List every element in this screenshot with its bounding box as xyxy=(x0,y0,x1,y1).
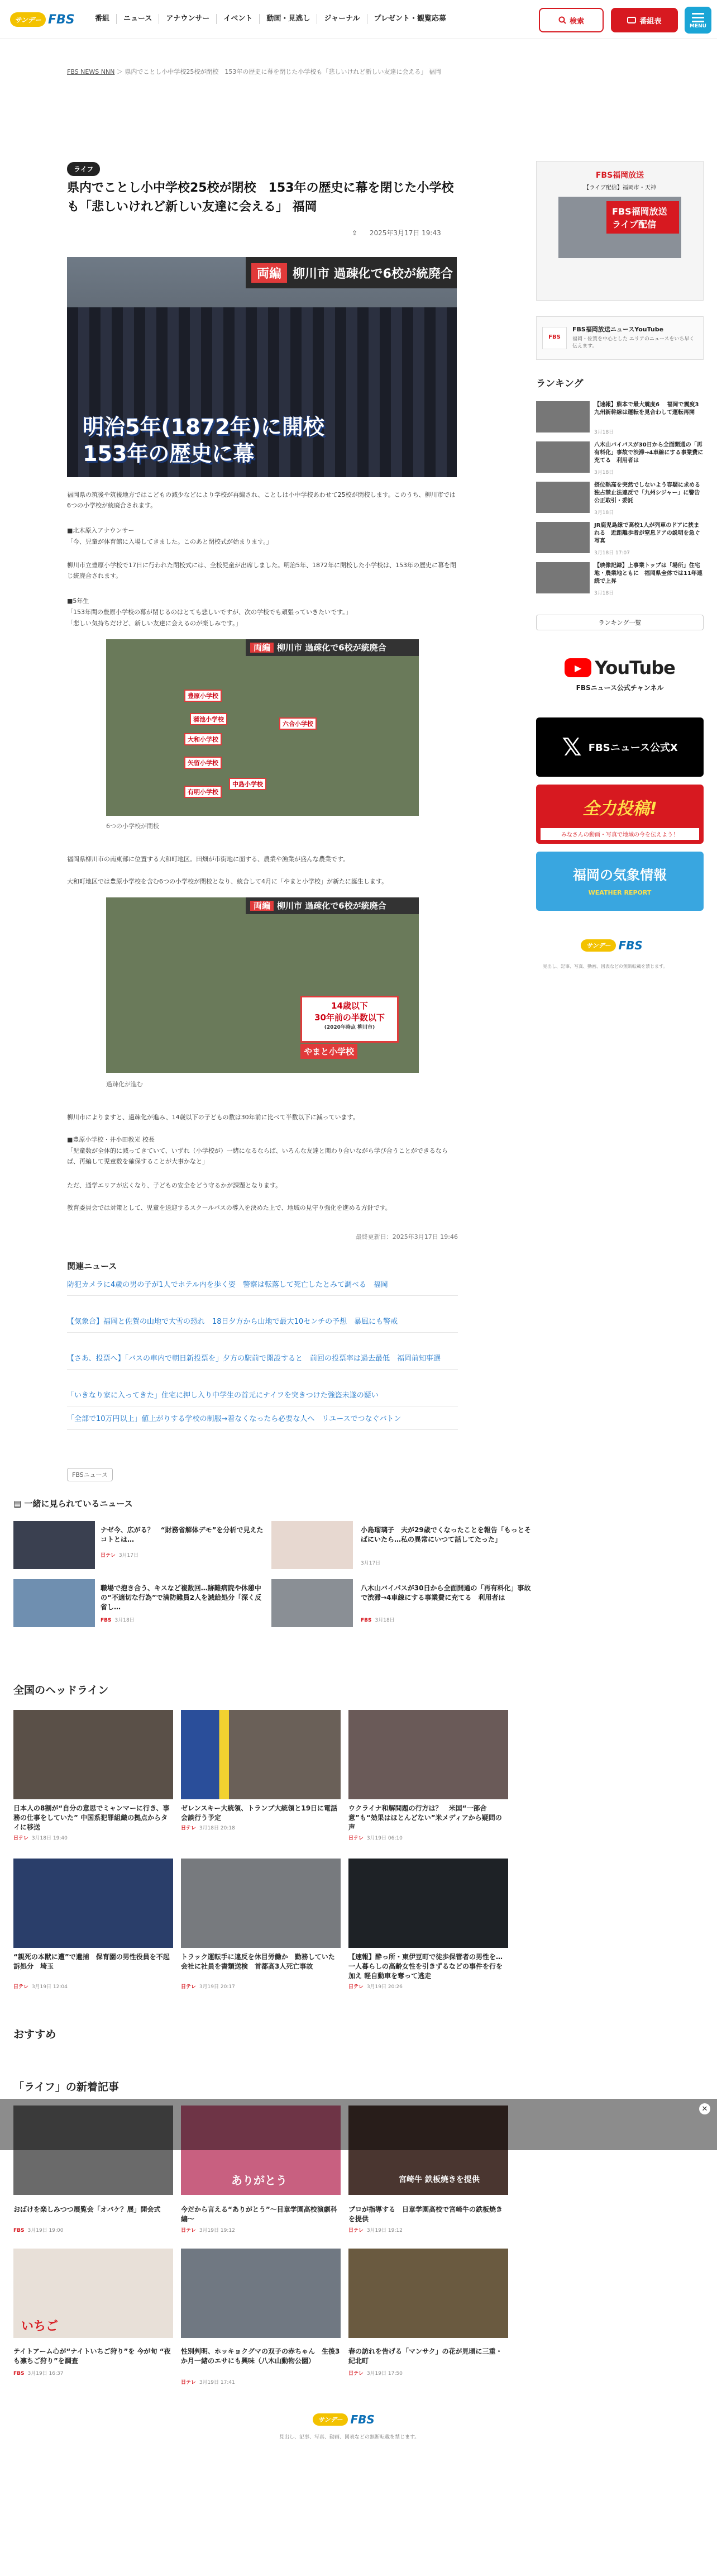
footer-logo-sun: サンデー xyxy=(313,2413,348,2426)
related-link[interactable]: 【気象合】福岡と佐賀の山地で大雪の恐れ 18日夕方から山地で最大10センチの予想 暴風にも警戒 xyxy=(67,1316,458,1333)
life-meta: 日テレ 3月19日 17:50 xyxy=(348,2371,403,2377)
news-thumb[interactable] xyxy=(271,1521,353,1569)
life-thumb[interactable] xyxy=(13,2249,173,2338)
weather-banner-title: 福岡の気象情報 xyxy=(573,867,667,883)
site-header xyxy=(0,0,717,39)
life-thumb[interactable] xyxy=(348,2249,508,2338)
global-nav xyxy=(88,14,453,24)
overlay-ad-band xyxy=(0,2099,717,2150)
ad-box: FBS福岡放送 ライブ配信 xyxy=(606,201,679,234)
map-pin: 豊原小学校 xyxy=(184,690,222,702)
tv-icon xyxy=(627,16,636,24)
ad-sub: 【ライブ配信】福岡市・天神 xyxy=(584,185,656,191)
headline-meta: 日テレ 3月19日 12:04 xyxy=(13,1984,68,1990)
related-link[interactable]: 【さあ、投票へ】「バスの車内で朝日新投票を」夕方の駅前で開設すると 前回の投票率は過去最低 福岡前知事選 xyxy=(67,1353,458,1370)
news-title[interactable]: 小島瑠璃子 夫が29歳でくなったことを報告「もっとそばにいたら…私の異常にいつて話してたった」 xyxy=(361,1526,531,1543)
search-button[interactable] xyxy=(539,8,604,32)
breadcrumb: FBS NEWS NNN ＞ 県内でことし小中学校25校が閉校 153年の歴史に幕を閉じた小学校も「悲しいけれど新しい友達に会える」 福岡 xyxy=(67,68,441,75)
headline-title[interactable]: トラック運転手に違反を休目労働か 勤務していた会社に社員を書類送検 首都高3人死亡事故 xyxy=(181,1953,335,1970)
ad-brand: FBS福岡放送 xyxy=(595,171,644,180)
related-link[interactable]: 「いきなり家に入ってきた」住宅に押し入り中学生の首元にナイフを突きつけた強盗未遂の疑い xyxy=(67,1390,458,1406)
headline-meta: 日テレ 3月19日 20:17 xyxy=(181,1984,235,1990)
life-strip: いちご xyxy=(21,2320,59,2333)
hero-caption-1: 明治5年(1872年)に開校 xyxy=(83,415,324,439)
map2-caption: 過疎化が進む xyxy=(106,1081,143,1088)
hero-caption xyxy=(83,414,324,467)
map-pin: 六合小学校 xyxy=(279,717,317,730)
paragraph: 「児童数が全体的に減ってきていて、いずれ（小学校が）一緒になるならば、いろんな友達と関わり合いながら学び合うことができるならば、再編して児童数を確保することが大事かなと」 xyxy=(67,1147,448,1165)
paragraph: ■豊原小学校・井小田教光 校長 xyxy=(67,1136,155,1143)
map2-box-line: 30年前の半数以下 xyxy=(314,1013,385,1023)
weather-banner-sub: WEATHER REPORT xyxy=(588,889,652,896)
post-banner[interactable] xyxy=(536,785,704,844)
nav-item[interactable]: 動画・見逃し xyxy=(259,14,317,24)
ranking-item[interactable]: JR鹿児島線で高校1人が列車のドアに挟まれる 近距離歩者が窒息ドアの説明を急ぐ写真 3月18日 17:07 xyxy=(536,522,704,561)
menu-label: MENU xyxy=(690,23,706,29)
also-read-heading: ▤ 一緒に見られているニュース xyxy=(13,1499,133,1509)
news-thumb[interactable] xyxy=(13,1521,95,1569)
headline-thumb[interactable] xyxy=(13,1859,173,1948)
ranking-item[interactable]: 【映像記録】上事業トップは「場所」住宅地・農業地ともに 福岡県全体では11年連続で上昇 3月18日 xyxy=(536,562,704,601)
search-icon xyxy=(558,16,566,24)
recommend-heading: おすすめ xyxy=(13,2028,56,2041)
program-guide-button[interactable] xyxy=(611,8,678,32)
map2-stripe: 両編 柳川市 過疎化で6校が統廃合 xyxy=(246,897,419,914)
headline-thumb[interactable] xyxy=(348,1859,508,1948)
news-meta: 日テレ 3月17日 xyxy=(101,1553,139,1558)
ad-image xyxy=(558,197,681,258)
nav-item[interactable]: アナウンサー xyxy=(159,14,216,24)
related-link[interactable]: 防犯カメラに4歳の男の子が1人でホテル内を歩く姿 警察は転落して死亡したとみて調べる 福岡 xyxy=(67,1280,458,1296)
weather-banner[interactable] xyxy=(536,852,704,911)
paragraph: 柳川市によりますと、過疎化が進み、14歳以下の子どもの数は30年前に比べて半数以下に減っています。 xyxy=(67,1114,359,1121)
life-title[interactable]: テイトアーム心が“ナイトいちご狩り”を 今が旬 “夜も凛ちご狩り”を調査 xyxy=(13,2347,171,2365)
life-meta: 日テレ 3月19日 17:41 xyxy=(181,2380,235,2385)
life-title[interactable]: 春の訪れを告げる「マンサク」の花が見頃に三重・紀北町 xyxy=(348,2347,503,2365)
footer-logo-fbs: FBS xyxy=(350,2413,375,2426)
paragraph: 「153年間の豊原小学校の幕が閉じるのはとても悲しいですが、次の学校でも頑張っていきたいです。」 xyxy=(67,609,352,616)
post-banner-title: 全力投稿! xyxy=(582,799,657,819)
paragraph: ただ、通学エリアが広くなり、子どもの安全をどう守るかが課題となります。 xyxy=(67,1182,282,1189)
hero-stripe xyxy=(246,257,457,288)
live-ad[interactable] xyxy=(536,161,704,301)
news-title[interactable]: ナゼ今、広がる？ “財務省解体デモ”を分析で見えたコトとは… xyxy=(101,1526,264,1543)
hero-tag: 両編 xyxy=(251,263,287,283)
life-strip: ありがとう xyxy=(231,2174,287,2187)
life-title[interactable]: プロが指導する 日章学園高校で宮崎牛の鉄板焼きを提供 xyxy=(348,2206,503,2223)
paragraph: 「悲しい気持ちだけど、新しい友達に会えるのが楽しみです。」 xyxy=(67,620,242,627)
list-icon: ▤ xyxy=(13,1499,25,1509)
headlines-heading: 全国のヘッドライン xyxy=(13,1684,109,1696)
map-pin: 矢留小学校 xyxy=(184,757,222,769)
footer-note: 見出し、記事、写真、動画、図表などの無断転載を禁じます。 xyxy=(279,2435,420,2440)
x-logo-icon: 𝕏 xyxy=(562,733,582,762)
news-meta: 3月17日 xyxy=(361,1561,381,1566)
news-meta: FBS 3月18日 xyxy=(101,1618,135,1623)
category-badge[interactable]: ライフ xyxy=(67,162,100,176)
site-logo[interactable] xyxy=(10,11,78,28)
play-icon: ▶ xyxy=(565,658,591,677)
map-image-2 xyxy=(106,897,419,1073)
nav-item[interactable]: ジャーナル xyxy=(317,14,366,24)
paragraph: 教育委員会では対策として、児童を送迎するスクールバスの導入を決めた上で、地域の見守り強化を進める方針です。 xyxy=(67,1204,391,1211)
map-pin: 大和小学校 xyxy=(184,733,222,745)
map-pin: 中島小学校 xyxy=(229,778,266,790)
youtube-banner-sub: FBSニュース公式チャンネル xyxy=(576,684,664,692)
life-title[interactable]: 性別判明、ホッキョクグマの双子の赤ちゃん 生後3か月一緒のエサにも興味（八木山動物公園） xyxy=(181,2347,340,2365)
life-meta: 日テレ 3月19日 19:12 xyxy=(348,2228,403,2233)
nav-item[interactable]: 番組 xyxy=(95,15,110,23)
youtube-card[interactable] xyxy=(536,316,704,360)
paragraph: 福岡県の筑後や筑後地方ではこどもの減少などにより学校が再編され、ことしは小中学校あわせて25校が閉校します。このうち、柳川市では6つの小学校が統廃合されます。 xyxy=(67,491,456,509)
headline-thumb[interactable] xyxy=(348,1710,508,1799)
logo-fbs: FBS xyxy=(48,12,75,27)
headline-meta: 日テレ 3月19日 20:26 xyxy=(348,1984,403,1990)
ranking-item[interactable]: 八木山バイパスが30日から全面開通の「再有料化」事故で渋滞→4車線にする事業費に充てる 利用者は 3月18日 xyxy=(536,441,704,481)
paragraph: ■5年生 xyxy=(67,597,89,605)
breadcrumb-current: 県内でことし小中学校25校が閉校 153年の歴史に幕を閉じた小学校も「悲しいけれど新しい友達に会える」 福岡 xyxy=(125,68,441,75)
menu-button[interactable] xyxy=(685,7,711,34)
headline-thumb[interactable] xyxy=(181,1859,341,1948)
program-guide-label: 番組表 xyxy=(639,17,662,26)
article-date: 2025年3月17日 19:43 xyxy=(369,229,441,237)
headline-title[interactable]: ウクライナ和解問題の行方は？ 米国“一部合意”も“効果はほとんどない”米メディアから疑問の声 xyxy=(348,1804,502,1831)
sidebar-logo-fbs: FBS xyxy=(618,939,643,952)
headline-meta: 日テレ 3月18日 20:18 xyxy=(181,1826,235,1831)
yt-card-title: FBS福岡放送ニュースYouTube xyxy=(572,326,664,333)
breadcrumb-home[interactable]: FBS NEWS NNN xyxy=(67,68,115,75)
paragraph: 福岡県柳川市の南東部に位置する大和町地区。田畑が市街地に面する、農業や漁業が盛んな農業です。 xyxy=(67,856,350,863)
headline-title[interactable]: 日本人の8割が“自分の意思でミャンマーに行き、事務の仕事をしていた” 中国系犯罪組織の拠点からタイに移送 xyxy=(13,1804,170,1831)
life-meta: FBS 3月19日 19:00 xyxy=(13,2228,64,2233)
tag-chip[interactable]: FBSニュース xyxy=(67,1468,113,1481)
post-banner-sub: みなさんの動画・写真で地域の今を伝えよう！ xyxy=(541,828,699,840)
nav-item[interactable]: イベント xyxy=(216,14,259,24)
map2-box-line: 14歳以下 xyxy=(331,1001,368,1011)
updated-date: 最終更新日：2025年3月17日 19:46 xyxy=(355,1233,458,1241)
headline-thumb[interactable] xyxy=(181,1710,341,1799)
headline-title[interactable]: ゼレンスキー大統領、トランプ大統領と19日に電話会談行う予定 xyxy=(181,1804,338,1822)
footer-logo[interactable] xyxy=(313,2413,375,2426)
life-meta: FBS 3月19日 16:37 xyxy=(13,2371,64,2377)
share-icon[interactable]: ⇪ xyxy=(352,229,358,237)
life-title[interactable]: 今だから言える“ありがとう”～目章学園高校演劇科編～ xyxy=(181,2206,337,2223)
news-meta: FBS 3月18日 xyxy=(361,1618,395,1623)
map-pin: 蒲池小学校 xyxy=(190,713,227,725)
x-banner[interactable] xyxy=(536,717,704,777)
paragraph: 大和町地区では豊原小学校を含む6つの小学校が閉校となり、統合して4月に「やまと小学校」が新たに誕生します。 xyxy=(67,878,388,885)
nav-item[interactable]: プレゼント・観覧応募 xyxy=(367,14,453,24)
map2-stat-box xyxy=(300,996,399,1043)
map1-stripe: 両編 柳川市 過疎化で6校が統廃合 xyxy=(246,639,419,656)
paragraph: 柳川市立豊原小学校で17日に行われた閉校式には、全校児童が出席しました。明治5年、1872年に開校した小学校は、153年の歴史に幕を閉じ統廃合されます。 xyxy=(67,562,456,579)
headline-meta: 日テレ 3月18日 19:40 xyxy=(13,1836,68,1841)
news-thumb[interactable] xyxy=(13,1579,95,1627)
paragraph: ■北木原入アナウンサー xyxy=(67,527,135,534)
life-thumb[interactable] xyxy=(181,2249,341,2338)
life-heading: 「ライフ」の新着記事 xyxy=(13,2081,119,2093)
close-icon[interactable]: ✕ xyxy=(699,2103,710,2114)
life-meta: 日テレ 3月19日 19:12 xyxy=(181,2228,235,2233)
map-pin: 有明小学校 xyxy=(184,786,222,798)
paragraph: 「今、児童が体育館に入場してきました。このあと閉校式が始まります。」 xyxy=(67,538,273,545)
x-banner-label: FBSニュース公式X xyxy=(588,742,678,754)
search-label: 検索 xyxy=(569,17,584,26)
headline-thumb[interactable] xyxy=(13,1710,173,1799)
life-title[interactable]: おばけを楽しみつつ展覧会「オバケ？展」開会式 xyxy=(13,2206,161,2213)
sidebar-footer-note: 見出し、記事、写真、動画、図表などの無断転載を禁じます。 xyxy=(543,964,668,969)
news-title[interactable]: 八木山バイパスが30日から全面開通の「再有料化」事故で渋滞→4車線にする事業費に充てる 利用者は xyxy=(361,1584,531,1601)
news-thumb[interactable] xyxy=(271,1579,353,1627)
logo-sun: サンデー xyxy=(10,12,46,27)
headline-meta: 日テレ 3月19日 06:10 xyxy=(348,1836,403,1841)
map-pin: やまと小学校 xyxy=(300,1044,357,1059)
hero-stripe-text: 柳川市 過疎化で6校が統廃合 xyxy=(293,267,453,281)
nav-item[interactable]: ニュース xyxy=(116,14,159,24)
map2-box-line: (2020年時点 柳川市) xyxy=(324,1025,375,1030)
ranking-more-button[interactable]: ランキング一覧 xyxy=(536,615,704,630)
ranking-heading: ランキング xyxy=(536,378,584,389)
youtube-wordmark: YouTube xyxy=(595,657,675,678)
article-title: 県内でことし小中学校25校が閉校 153年の歴史に幕を閉じた小学校も「悲しいけれど新しい友達に会える」 福岡 xyxy=(67,181,454,214)
fbs-news-logo: FBS xyxy=(542,327,567,349)
news-title[interactable]: 職場で抱き合う、キスなど複数回…跡難病院や休憩中の“不適切な行為”で満防難員2人を減給処分「深く反省し… xyxy=(101,1584,262,1611)
sidebar-logo[interactable] xyxy=(581,939,643,952)
headline-title[interactable]: 【速報】酔っ所・東伊豆町で徒歩保管者の男性を…一人暮らしの高齢女性を引きずるなどの事件を行を加え 軽自動車を奪って逃走 xyxy=(348,1953,503,1980)
sidebar-logo-sun: サンデー xyxy=(581,939,616,952)
related-link[interactable]: 「全部で10万円以上」値上がりする学校の制服→着なくなったら必要な人へ リユースでつなぐバトン xyxy=(67,1414,458,1430)
life-strip: 宮崎牛 鉄板焼きを提供 xyxy=(399,2175,480,2184)
ranking-item[interactable]: 摂位熱高を突然でしないよう容疑に求める 独占禁止法違反で「九州シジャー」に警告 公正取引・委託 3月18日 xyxy=(536,482,704,521)
hero-caption-2: 153年の歴史に幕 xyxy=(83,441,255,466)
article-meta xyxy=(352,228,441,237)
map-image-1 xyxy=(106,639,419,816)
map1-caption: 6つの小学校が閉校 xyxy=(106,823,159,830)
youtube-banner[interactable] xyxy=(536,650,704,710)
hamburger-icon xyxy=(692,13,704,15)
headline-title[interactable]: “親死の本獣に遭”で遺捕 保育園の男性役員を不起訴処分 埼玉 xyxy=(13,1953,170,1970)
related-heading: 関連ニュース xyxy=(67,1261,117,1271)
hero-image xyxy=(67,257,457,477)
yt-card-sub: 福岡・佐賀を中心とした エリアのニュースをいち早く伝えます。 xyxy=(572,336,695,349)
ranking-item[interactable]: 【速報】熊本で最大震度6 福岡で震度3 九州新幹線は運転を見合わして運転再開 3月18日 xyxy=(536,401,704,440)
